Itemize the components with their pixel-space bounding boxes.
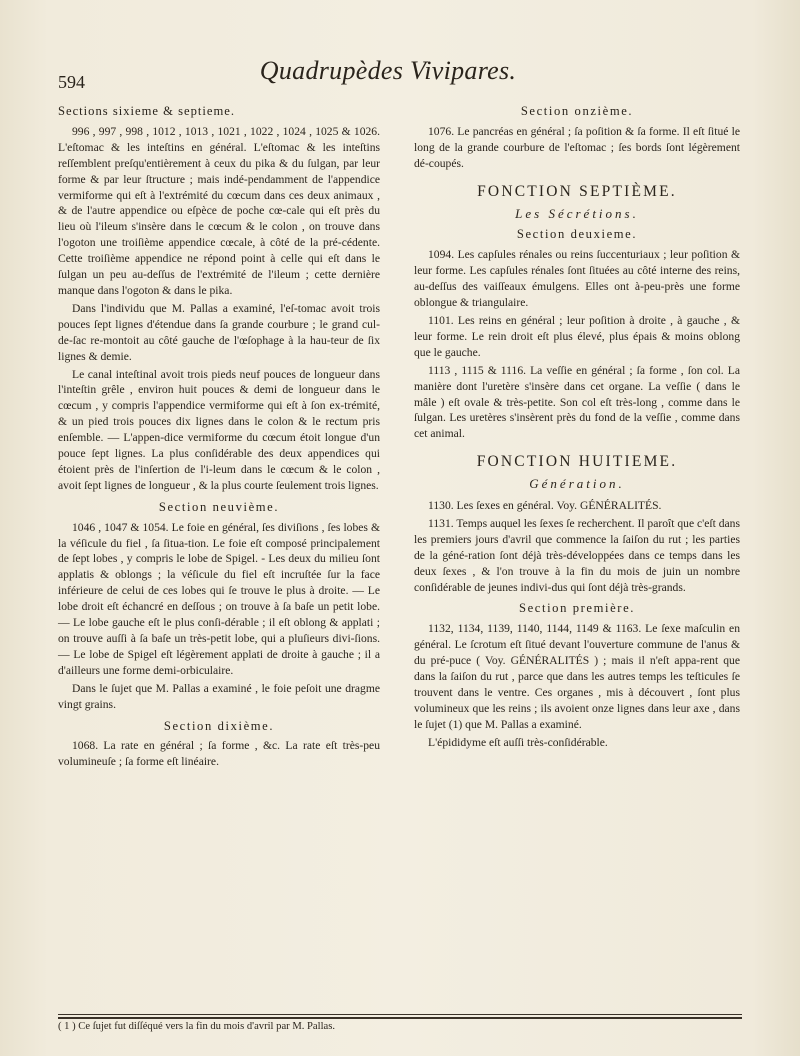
paragraph: 1131. Temps auquel les ſexes ſe recherchent. Il paroît que c'eſt dans les premiers jours d'avril que commence la ſaiſon du rut ; les parties de la géné-ration ſont déjà très-développées dans ce temps dans les deux ſexes , & l'on trouve à la fin du mois de juin un nombre conſidérable de jeunes indivi-dus qui ſont déjà très-grands.: [414, 516, 740, 594]
paragraph: 1101. Les reins en général ; leur poſition à droite , à gauche , & leur forme. Le rein droit eſt plus élevé, plus épais & moins oblong que le gauche.: [414, 313, 740, 359]
fonction-subheading: Les Sécrétions.: [515, 205, 639, 221]
page-header: [58, 56, 718, 96]
paragraph: Dans l'individu que M. Pallas a examiné, l'eſ-tomac avoit trois pouces ſept lignes d'étendue dans ſa grande courbure ; le grand cul-de-ſac re-montoit au côté gauche de l'œſophage à la hau-teur de ſix lignes & demie.: [58, 301, 380, 363]
section-heading: Section dixième.: [163, 718, 275, 733]
fonction-heading: FONCTION SEPTIÈME.: [477, 182, 677, 200]
paragraph: L'épididyme eſt auſſi très-conſidérable.: [428, 735, 608, 749]
paragraph: Dans le ſujet que M. Pallas a examiné , le foie peſoit une dragme vingt grains.: [58, 681, 380, 711]
right-column: [414, 98, 740, 753]
section-heading: Section onzième.: [520, 104, 634, 118]
page-number: 594: [58, 72, 85, 92]
footnote-rule: [58, 1017, 742, 1019]
paragraph: 1130. Les ſexes en général. Voy. GÉNÉRALITÉS.: [428, 499, 662, 513]
paragraph: 996 , 997 , 998 , 1012 , 1013 , 1021 , 1022 , 1024 , 1025 & 1026. L'eſtomac & les inteſtins en général. L'eſtomac & les inteſtins reſſemblent preſqu'entièrement à ceux du pika & du ſulgan, par leur forme & par leur ſtructure ; mais indé-pendamment de l'appendice vermiforme qui eſt à l'extrémité du cœcum dans ces deux animaux , & de l'autre appendice ou eſpèce de poche cœ-cale qui eſt près du lieu où l'ileum s'insère dans le cœcum & le colon , on trouve dans l'ogoton une troiſième appendice cœcale, à côté de la pré-cédente. Cette troiſième appendice ne répond point à celle qui eſt dans le ſulgan un peu au-deſſus de l'extrémité de l'ileum ; cette dernière manque dans l'ogoton & dans le pika.: [58, 124, 380, 297]
section-heading: Sections sixieme & septieme.: [58, 104, 235, 118]
section-heading: Section deuxieme.: [516, 227, 638, 242]
paragraph: Le canal inteſtinal avoit trois pieds neuf pouces de longueur dans l'inteſtin grêle , environ huit pouces & demi de longueur dans le cœcum , y compris l'appendice vermiforme qui eſt à ſon ex-trémité, & un pied trois pouces dix lignes dans le colon & le rectum pris enſemble. — L'appen-dice vermiforme du cœcum étoit longue d'un pouce ſept lignes. La plus conſidérable des deux appendices qui étoient près de l'inſertion de l'i-leum dans le cœcum & le colon , avoit ſept lignes de longueur , & la plus courte ſeulement trois lignes.: [58, 367, 380, 492]
paragraph: 1076. Le pancréas en général ; ſa poſition & ſa forme. Il eſt ſitué le long de la grande courbure de l'eſtomac ; ſes bords ſont légèrement dé-coupés.: [414, 124, 740, 170]
section-heading: Section première.: [518, 601, 636, 616]
left-column: [58, 98, 380, 772]
fonction-subheading: Génération.: [529, 476, 625, 492]
paragraph: 1094. Les capſules rénales ou reins ſuccenturiaux ; leur poſition & leur forme. Les capſules rénales ſont ſituées au côté interne des reins, au-deſſus des vaiſſeaux émulgens. Elles ont à-peu-près une forme oblongue & triangulaire.: [414, 248, 740, 310]
paragraph: 1068. La rate en général ; ſa forme , &c. La rate eſt très-peu volumineuſe ; ſa forme eſt linéaire.: [58, 739, 380, 769]
footnote: ( 1 ) Ce ſujet fut diſſéqué vers la fin du mois d'avril par M. Pallas.: [58, 1021, 335, 1032]
paragraph: 1132, 1134, 1139, 1140, 1144, 1149 & 1163. Le ſexe maſculin en général. Le ſcrotum eſt ſitué devant l'ouverture commune de l'anus & du pré-puce ( Voy. GÉNÉRALITÉS ) ; mais il n'eſt appa-rent que dans la ſaiſon du rut , parce que dans les autres temps les teſticules ſe trouvent dans le ventre. Ces organes , mis à découvert , ſont plus volumineux que les reins ; ils avoient onze lignes dans leur axe , dans le ſujet (1) que M. Pallas a examiné.: [414, 622, 740, 731]
running-title: Quadrupèdes Vivipares.: [259, 56, 517, 85]
fonction-heading: FONCTION HUITIEME.: [476, 453, 678, 471]
section-heading: Section neuvième.: [158, 499, 280, 514]
footnote-rule: [58, 1014, 742, 1015]
paragraph: 1113 , 1115 & 1116. La veſſie en général ; ſa forme , ſon col. La manière dont l'uretère s'insère dans cet organe. La veſſie ( dans le mâle ) eſt ovale & très-petite. Son col eſt très-long , comme dans le ſulgan. Les uretères s'insèrent près du fond de la veſſie , comme dans cet animal.: [414, 363, 740, 441]
paragraph: 1046 , 1047 & 1054. Le foie en général, ſes diviſions , ſes lobes & la véſicule du fiel , ſa ſitua-tion. Le foie eſt composé principalement de ſept lobes , y compris le lobe de Spigel. - Les deux du milieu ſont applatis & oblongs ; la véſicule du fiel eſt incruſtée ſur la face inférieure de celui de ces lobes qui ſe trouve le plus à droite. — Le lobe droit eſt échancré en deſſous ; on trouve à ſa baſe un petit lobe. — Le lobe gauche eſt le plus conſi-dérable ; il eſt oblong & applati ; on trouve auſſi à ſa baſe un très-petit lobe, qui a pluſieurs divi-ſions. — Le lobe de Spigel eſt légèrement applati de droite à gauche ; il a d'ailleurs une forme demi-orbiculaire.: [58, 520, 380, 677]
